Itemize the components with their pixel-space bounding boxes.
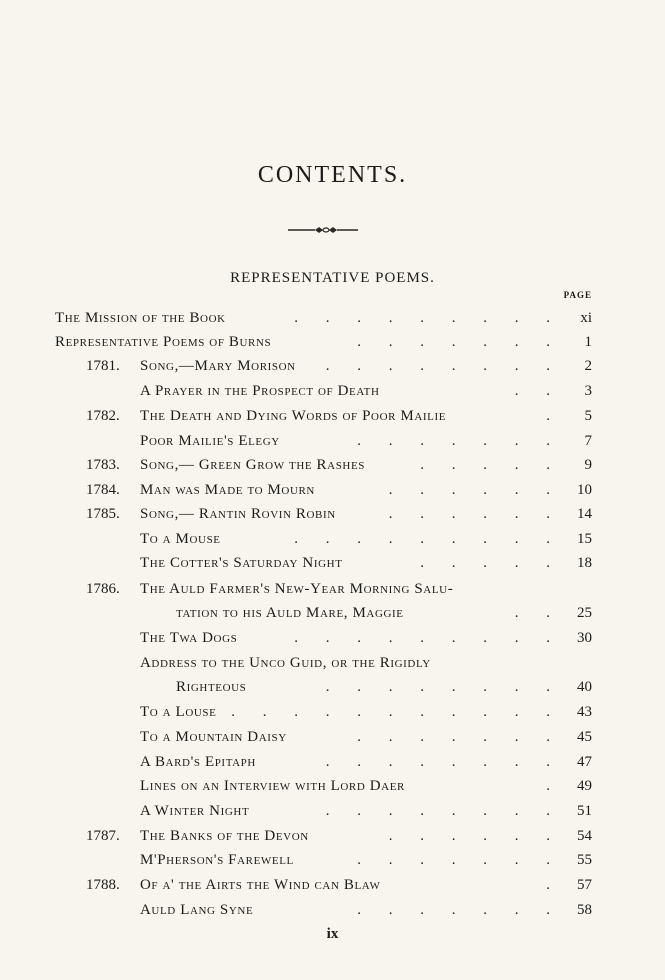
toc-title: Righteous: [176, 679, 247, 695]
toc-year: 1783.: [86, 457, 120, 473]
toc-title: A Prayer in the Prospect of Death: [140, 383, 380, 399]
toc-page-number: 14: [577, 506, 592, 522]
toc-page-number: 51: [577, 803, 592, 819]
toc-year: 1784.: [86, 482, 120, 498]
toc-page-number: 3: [584, 383, 592, 399]
toc-leader-dots: . . . . . . .: [357, 334, 562, 350]
toc-page-number: 54: [577, 828, 592, 844]
toc-title: To a Mountain Daisy: [140, 729, 287, 745]
toc-title: The Cotter's Saturday Night: [140, 555, 343, 571]
toc-entry: [0, 655, 665, 677]
toc-leader-dots: . . . . .: [420, 555, 562, 571]
toc-leader-dots: . . . . . . . .: [325, 679, 562, 695]
toc-entry: [0, 531, 665, 553]
toc-entry: [0, 852, 665, 874]
toc-leader-dots: .: [546, 408, 562, 424]
toc-leader-dots: . . . . . . .: [357, 852, 562, 868]
toc-entry: [0, 506, 665, 528]
toc-entry: [0, 704, 665, 726]
toc-page-number: 7: [584, 433, 592, 449]
toc-page-number: 30: [577, 630, 592, 646]
toc-entry: [0, 482, 665, 504]
toc-leader-dots: .: [546, 778, 562, 794]
toc-page-number: 25: [577, 605, 592, 621]
toc-leader-dots: . . . . . . . . .: [294, 310, 562, 326]
toc-title: Poor Mailie's Elegy: [140, 433, 280, 449]
toc-page-number: 9: [584, 457, 592, 473]
toc-page-number: 57: [577, 877, 592, 893]
toc-leader-dots: . . . . . . .: [357, 433, 562, 449]
toc-entry: [0, 581, 665, 603]
toc-year: 1787.: [86, 828, 120, 844]
toc-entry: [0, 630, 665, 652]
toc-entry: [0, 433, 665, 455]
toc-entry: [0, 358, 665, 380]
page-column-label: PAGE: [563, 290, 592, 300]
toc-page-number: 10: [577, 482, 592, 498]
toc-leader-dots: . . . . . . . .: [325, 358, 562, 374]
toc-leader-dots: . .: [514, 605, 562, 621]
toc-title: Address to the Unco Guid, or the Rigidly: [140, 655, 431, 671]
toc-entry: [0, 877, 665, 899]
toc-title: The Banks of the Devon: [140, 828, 309, 844]
toc-title: Lines on an Interview with Lord Daer: [140, 778, 405, 794]
toc-entry: [0, 383, 665, 405]
ornament-divider-icon: [288, 222, 358, 238]
toc-title: M'Pherson's Farewell: [140, 852, 294, 868]
toc-leader-dots: . . . . . . . . .: [294, 630, 562, 646]
toc-page-number: 2: [584, 358, 592, 374]
toc-leader-dots: . . . . . .: [388, 828, 562, 844]
section-heading: REPRESENTATIVE POEMS.: [230, 270, 435, 286]
toc-title: The Mission of the Book: [55, 310, 226, 326]
toc-page-number: 15: [577, 531, 592, 547]
toc-page-number: 40: [577, 679, 592, 695]
toc-leader-dots: . .: [514, 383, 562, 399]
page-title: CONTENTS.: [257, 162, 408, 188]
toc-page-number: 49: [577, 778, 592, 794]
toc-leader-dots: . . . . .: [420, 457, 562, 473]
toc-year: 1786.: [86, 581, 120, 597]
toc-title: The Death and Dying Words of Poor Mailie: [140, 408, 447, 424]
toc-entry: [0, 803, 665, 825]
toc-page-number: 18: [577, 555, 592, 571]
toc-page-number: 45: [577, 729, 592, 745]
toc-year: 1781.: [86, 358, 120, 374]
toc-title: tation to his Auld Mare, Maggie: [176, 605, 404, 621]
toc-title: The Auld Farmer's New-Year Morning Salu-: [140, 581, 454, 597]
toc-leader-dots: . . . . . . .: [357, 902, 562, 918]
toc-entry: [0, 902, 665, 924]
toc-leader-dots: . . . . . . . . .: [294, 531, 562, 547]
toc-page-number: 55: [577, 852, 592, 868]
toc-leader-dots: . . . . . . .: [357, 729, 562, 745]
toc-entry: [0, 310, 665, 332]
toc-year: 1782.: [86, 408, 120, 424]
toc-leader-dots: .: [546, 877, 562, 893]
toc-entry: [0, 408, 665, 430]
toc-title: Of a' the Airts the Wind can Blaw: [140, 877, 381, 893]
toc-page-number: 58: [577, 902, 592, 918]
toc-entry: [0, 754, 665, 776]
toc-entry: [0, 457, 665, 479]
toc-entry: [0, 605, 665, 627]
toc-entry: [0, 334, 665, 356]
toc-page-number: 5: [584, 408, 592, 424]
toc-title: Song,— Green Grow the Rashes: [140, 457, 366, 473]
toc-page-number: 47: [577, 754, 592, 770]
toc-year: 1785.: [86, 506, 120, 522]
toc-title: Song,—Mary Morison: [140, 358, 296, 374]
toc-entry: [0, 555, 665, 577]
toc-page-number: 1: [584, 334, 592, 350]
page-number: ix: [326, 926, 339, 942]
toc-title: A Winter Night: [140, 803, 250, 819]
toc-title: Representative Poems of Burns: [55, 334, 272, 350]
toc-entry: [0, 679, 665, 701]
toc-entry: [0, 828, 665, 850]
toc-entry: [0, 778, 665, 800]
toc-leader-dots: . . . . . . . .: [325, 754, 562, 770]
toc-title: To a Mouse: [140, 531, 221, 547]
toc-title: Man was Made to Mourn: [140, 482, 315, 498]
toc-title: The Twa Dogs: [140, 630, 238, 646]
toc-page-number: xi: [580, 310, 592, 326]
toc-year: 1788.: [86, 877, 120, 893]
toc-title: Auld Lang Syne: [140, 902, 254, 918]
toc-title: To a Louse: [140, 704, 217, 720]
toc-leader-dots: . . . . . .: [388, 506, 562, 522]
toc-page-number: 43: [577, 704, 592, 720]
toc-entry: [0, 729, 665, 751]
toc-leader-dots: . . . . . . . .: [325, 803, 562, 819]
toc-leader-dots: . . . . . .: [388, 482, 562, 498]
toc-title: A Bard's Epitaph: [140, 754, 256, 770]
toc-leader-dots: . . . . . . . . . . .: [231, 704, 562, 720]
toc-title: Song,— Rantin Rovin Robin: [140, 506, 336, 522]
